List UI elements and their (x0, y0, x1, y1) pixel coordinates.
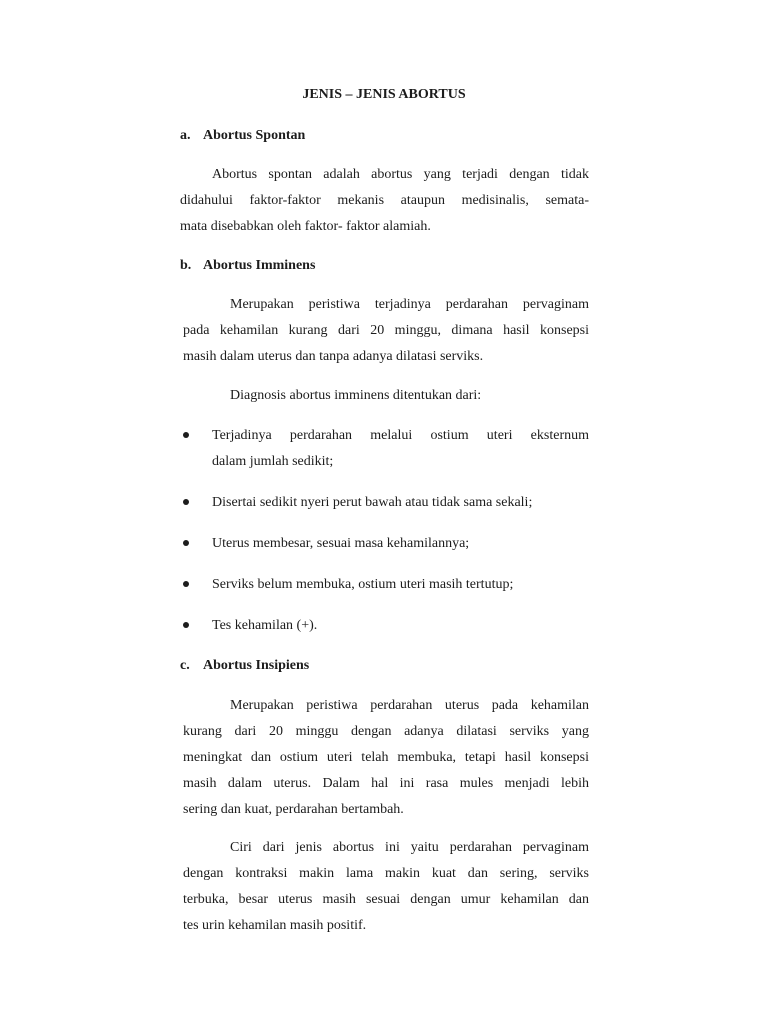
paragraph-abortus-imminens-definition (183, 292, 589, 370)
paragraph-line: tes urin kehamilan masih positif. (183, 918, 367, 933)
list-item-line: dalam jumlah sedikit; (212, 454, 334, 469)
list-item (183, 423, 589, 475)
bullet-icon (183, 540, 189, 546)
section-heading-abortus-insipiens (180, 658, 309, 674)
bullet-icon (183, 581, 189, 587)
paragraph-line: pada kehamilan kurang dari 20 minggu, dimana hasil konsepsi (183, 323, 589, 338)
list-item-line: Tes kehamilan (+). (212, 618, 318, 633)
paragraph-line: meningkat dan ostium uteri telah membuka, tetapi hasil konsepsi (183, 750, 589, 765)
section-marker: c. (180, 658, 190, 673)
bullet-icon (183, 499, 189, 505)
list-item (183, 572, 589, 598)
paragraph-line: dengan kontraksi makin lama makin kuat dan sering, serviks (183, 866, 589, 881)
section-marker: b. (180, 258, 192, 273)
list-item-line: Terjadinya perdarahan melalui ostium uteri eksternum (212, 428, 589, 443)
paragraph-abortus-spontan (180, 162, 589, 240)
bullet-icon (183, 432, 189, 438)
paragraph-line: masih dalam uterus. Dalam hal ini rasa mules menjadi lebih (183, 776, 589, 791)
paragraph-diagnosis-intro (183, 383, 589, 409)
section-heading-abortus-imminens (180, 258, 315, 274)
list-item (183, 531, 589, 557)
bullet-icon (183, 622, 189, 628)
list-item-line: Serviks belum membuka, ostium uteri masih tertutup; (212, 577, 514, 592)
paragraph-line: sering dan kuat, perdarahan bertambah. (183, 802, 404, 817)
paragraph-line: kurang dari 20 minggu dengan adanya dilatasi serviks yang (183, 724, 589, 739)
document-title: JENIS – JENIS ABORTUS (302, 87, 466, 102)
paragraph-line: mata disebabkan oleh faktor- faktor alamiah. (180, 219, 431, 234)
paragraph-line: masih dalam uterus dan tanpa adanya dilatasi serviks. (183, 349, 484, 364)
section-heading-abortus-spontan (180, 128, 305, 144)
list-item (183, 613, 589, 639)
paragraph-line: Ciri dari jenis abortus ini yaitu perdarahan pervaginam (230, 840, 589, 855)
list-item-line: Disertai sedikit nyeri perut bawah atau tidak sama sekali; (212, 495, 533, 510)
section-heading-text: Abortus Insipiens (203, 658, 310, 673)
list-item-text (212, 490, 589, 516)
list-item-text (212, 613, 589, 639)
list-item-text (212, 423, 589, 475)
list-item-text (212, 531, 589, 557)
list-item-text (212, 572, 589, 598)
paragraph-abortus-insipiens-characteristics (183, 835, 589, 939)
paragraph-line: Merupakan peristiwa terjadinya perdarahan pervaginam (230, 297, 589, 312)
paragraph-line: Abortus spontan adalah abortus yang terjadi dengan tidak (212, 167, 589, 182)
section-heading-text: Abortus Imminens (203, 258, 316, 273)
paragraph-line: Diagnosis abortus imminens ditentukan dari: (230, 388, 482, 403)
list-item (183, 490, 589, 516)
paragraph-line: Merupakan peristiwa perdarahan uterus pada kehamilan (230, 698, 589, 713)
section-heading-text: Abortus Spontan (203, 128, 306, 143)
paragraph-line: terbuka, besar uterus masih sesuai dengan umur kehamilan dan (183, 892, 589, 907)
list-item-line: Uterus membesar, sesuai masa kehamilannya; (212, 536, 470, 551)
section-marker: a. (180, 128, 191, 143)
paragraph-abortus-insipiens-definition (183, 693, 589, 823)
paragraph-line: didahului faktor-faktor mekanis ataupun medisinalis, semata- (180, 193, 589, 208)
